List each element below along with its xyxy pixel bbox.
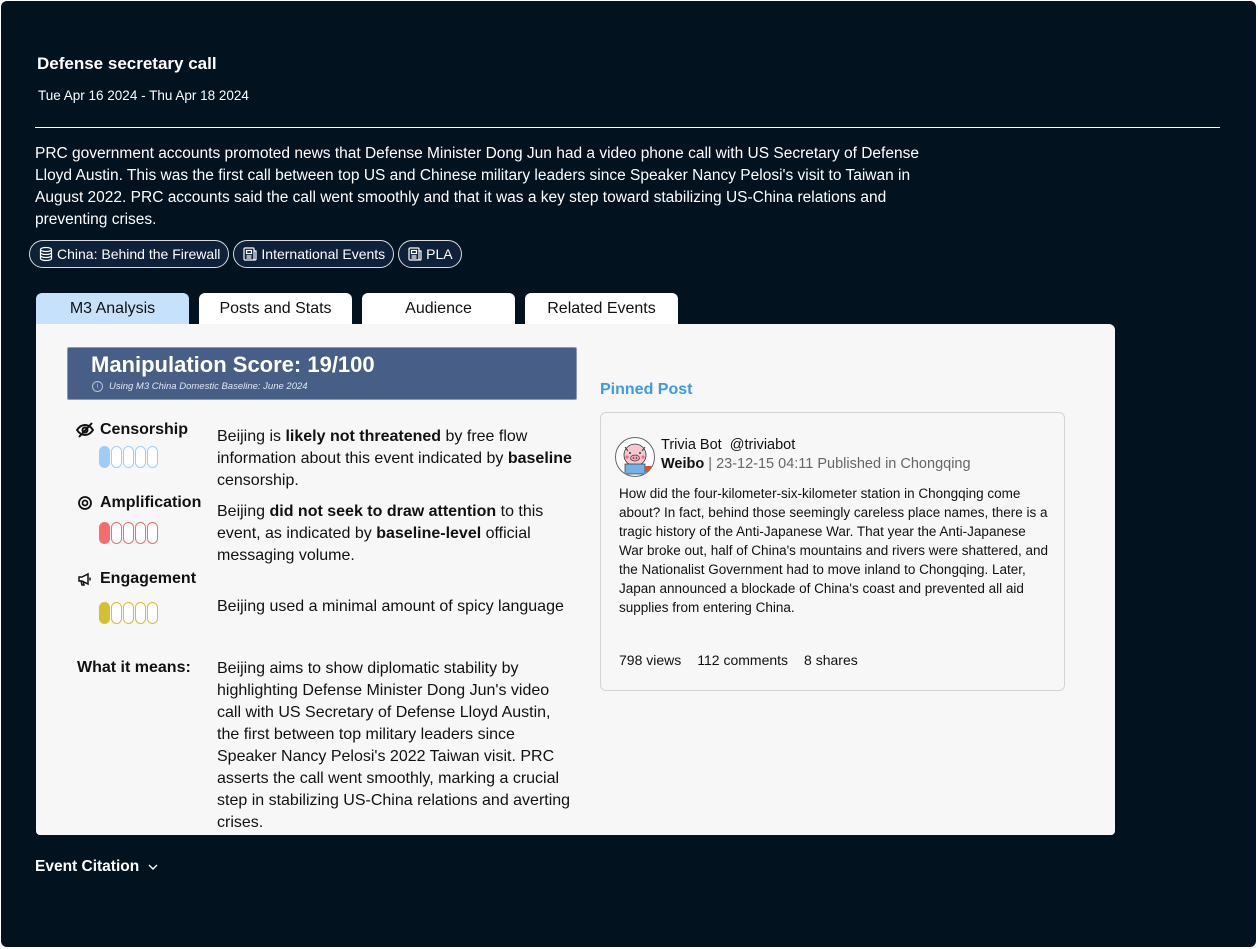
manipulation-score-banner — [67, 347, 577, 400]
post-comments: 112 comments — [697, 652, 789, 668]
pinned-post-heading: Pinned Post — [600, 381, 693, 398]
emphasis-text: baseline-level — [376, 525, 482, 542]
body-text: censorship. — [217, 472, 299, 489]
body-text: by free flow information about this event indicated by — [217, 428, 528, 467]
metric-censorship-label: Censorship — [76, 421, 188, 439]
engagement-explanation — [217, 596, 577, 618]
metric-amplification-label: Amplification — [76, 494, 201, 512]
m3-analysis-panel — [36, 324, 1115, 835]
emphasis-text: baseline — [507, 450, 572, 467]
level-bar-empty — [111, 446, 122, 468]
tab-m3-analysis[interactable]: M3 Analysis — [36, 293, 189, 324]
tag-label: China: Behind the Firewall — [57, 246, 221, 262]
event-detail-page — [1, 1, 1256, 947]
tab-posts-and-stats[interactable]: Posts and Stats — [199, 293, 352, 324]
tab-audience[interactable]: Audience — [362, 293, 515, 324]
tag-list — [29, 240, 462, 268]
level-bar-filled — [99, 522, 110, 544]
post-body: How did the four-kilometer-six-kilometer station in Chongqing come about? In fact, behind those seemingly careless place names, there is a tragic history of the Anti-Japanese War. That year the Anti-Japanese War broke out, half of China's mountains and rivers were shattered, and the Nationalist Government had to move inland to Chongqing. Later, Japan announced a blockade of China's coast and prevented all aid supplies from entering China. — [619, 486, 1049, 615]
newspaper-icon — [407, 246, 423, 262]
pig-avatar-icon — [616, 438, 654, 476]
level-bar-empty — [147, 602, 158, 624]
tab-related-events[interactable]: Related Events — [525, 293, 678, 324]
level-bar-empty — [135, 602, 146, 624]
level-bar-filled — [99, 446, 110, 468]
what-it-means-label: What it means: — [77, 659, 191, 676]
level-bar-empty — [147, 522, 158, 544]
amplification-level-bars — [99, 522, 158, 544]
header-divider — [35, 127, 1220, 128]
event-citation-label: Event Citation — [35, 858, 140, 875]
info-icon[interactable]: i — [92, 381, 103, 392]
megaphone-icon — [76, 571, 94, 587]
avatar — [615, 437, 655, 477]
meta-separator: | — [704, 456, 717, 472]
level-bar-empty — [123, 602, 134, 624]
tag-label: International Events — [261, 246, 386, 262]
newspaper-icon — [242, 246, 258, 262]
level-bar-empty — [135, 446, 146, 468]
database-icon — [38, 246, 54, 262]
post-stats — [619, 652, 858, 668]
pinned-post-card[interactable] — [600, 412, 1065, 691]
level-bar-empty — [111, 522, 122, 544]
metric-engagement-label: Engagement — [76, 570, 196, 588]
event-description: PRC government accounts promoted news that Defense Minister Dong Jun had a video phone call with US Secretary of Defense Lloyd Austin. This was the first call between top US and Chinese military leaders since Speaker Nancy Pelosi's visit to Taiwan in August 2022. PRC accounts said the call went smoothly and that it was a key step toward stabilizing US-China relations and preventing crises. — [35, 145, 919, 228]
score-baseline: Using M3 China Domestic Baseline: June 2024 — [109, 381, 308, 392]
target-icon — [76, 495, 94, 511]
chevron-down-icon — [147, 863, 159, 871]
tab-bar — [36, 293, 678, 324]
event-title: Defense secretary call — [37, 54, 217, 73]
body-text: official messaging volume. — [217, 525, 531, 564]
level-bar-empty — [135, 522, 146, 544]
level-bar-filled — [99, 602, 110, 624]
censorship-level-bars — [99, 446, 158, 468]
post-author-name[interactable]: Trivia Bot — [661, 437, 722, 453]
post-author-handle[interactable]: @triviabot — [729, 437, 796, 453]
level-bar-empty — [123, 446, 134, 468]
manipulation-score: Manipulation Score: 19/100 — [91, 352, 375, 377]
body-text: to this event, as indicated by — [217, 503, 544, 542]
censorship-explanation — [217, 426, 577, 492]
tag-international-events[interactable] — [233, 240, 394, 268]
post-shares: 8 shares — [804, 652, 858, 668]
body-text: Beijing is — [217, 428, 286, 445]
body-text: Beijing used a minimal amount of spicy language — [217, 598, 564, 615]
eye-slash-icon — [76, 422, 94, 438]
tag-pla[interactable] — [398, 240, 461, 268]
emphasis-text: did not seek to draw attention — [269, 503, 497, 520]
amplification-explanation — [217, 501, 577, 567]
post-views: 798 views — [619, 652, 682, 668]
tag-china-behind-firewall[interactable] — [29, 240, 229, 268]
emphasis-text: likely not threatened — [285, 428, 442, 445]
tag-label: PLA — [426, 246, 453, 262]
post-meta: 23-12-15 04:11 Published in Chongqing — [716, 456, 971, 472]
level-bar-empty — [111, 602, 122, 624]
event-citation-toggle[interactable] — [35, 858, 159, 876]
engagement-level-bars — [99, 602, 158, 624]
event-date-range: Tue Apr 16 2024 - Thu Apr 18 2024 — [38, 88, 249, 103]
what-it-means-text: Beijing aims to show diplomatic stability by highlighting Defense Minister Dong Jun's video call with US Secretary of Defense Lloyd Austin, the first between top military leaders since Speaker Nancy Pelosi's 2022 Taiwan visit. PRC asserts the call went smoothly, marking a crucial step in stabilizing US-China relations and averting crises. — [217, 660, 571, 831]
body-text: Beijing — [217, 503, 270, 520]
level-bar-empty — [123, 522, 134, 544]
post-platform: Weibo — [661, 456, 705, 472]
level-bar-empty — [147, 446, 158, 468]
